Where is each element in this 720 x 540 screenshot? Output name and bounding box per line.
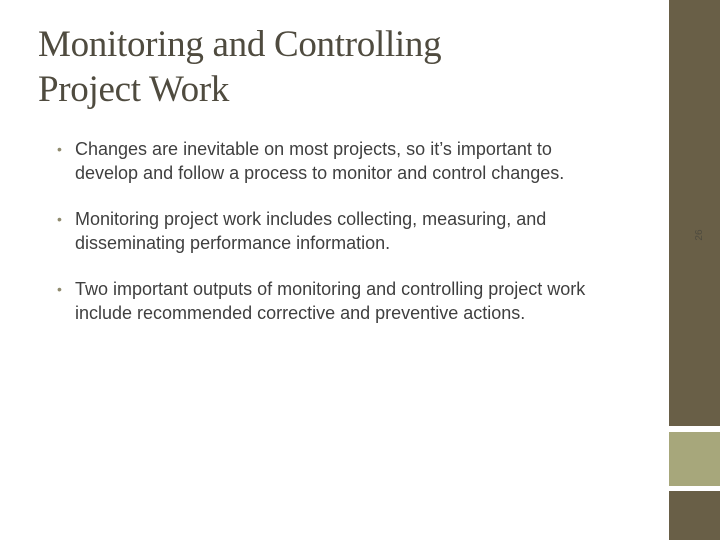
slide-title-line-1: Monitoring and Controlling [38,24,442,65]
bullet-text-line: Monitoring project work includes collecting, measuring, and [75,209,547,229]
bullet-text-line: Two important outputs of monitoring and controlling project work [75,279,586,299]
bullet-text-line: include recommended corrective and preventive actions. [75,303,526,323]
slide-title [38,22,648,112]
bullet-text-line: disseminating performance information. [75,233,391,253]
accent-block [667,432,720,486]
bullet-icon: • [57,281,62,297]
bullet-text-line: develop and follow a process to monitor and control changes. [75,163,565,183]
bullet-icon: • [57,141,62,157]
accent-divider-bottom [667,486,720,491]
bullet-item [56,277,668,325]
bullet-text-line: Changes are inevitable on most projects, so it’s important to [75,139,552,159]
slide-title-line-2: Project Work [38,69,230,110]
bullet-item [56,207,668,255]
bullet-item [56,137,668,185]
sidebar-edge [667,0,669,540]
bullet-icon: • [57,211,62,227]
slide-number: 26 [694,229,705,241]
bullet-list [56,137,668,325]
